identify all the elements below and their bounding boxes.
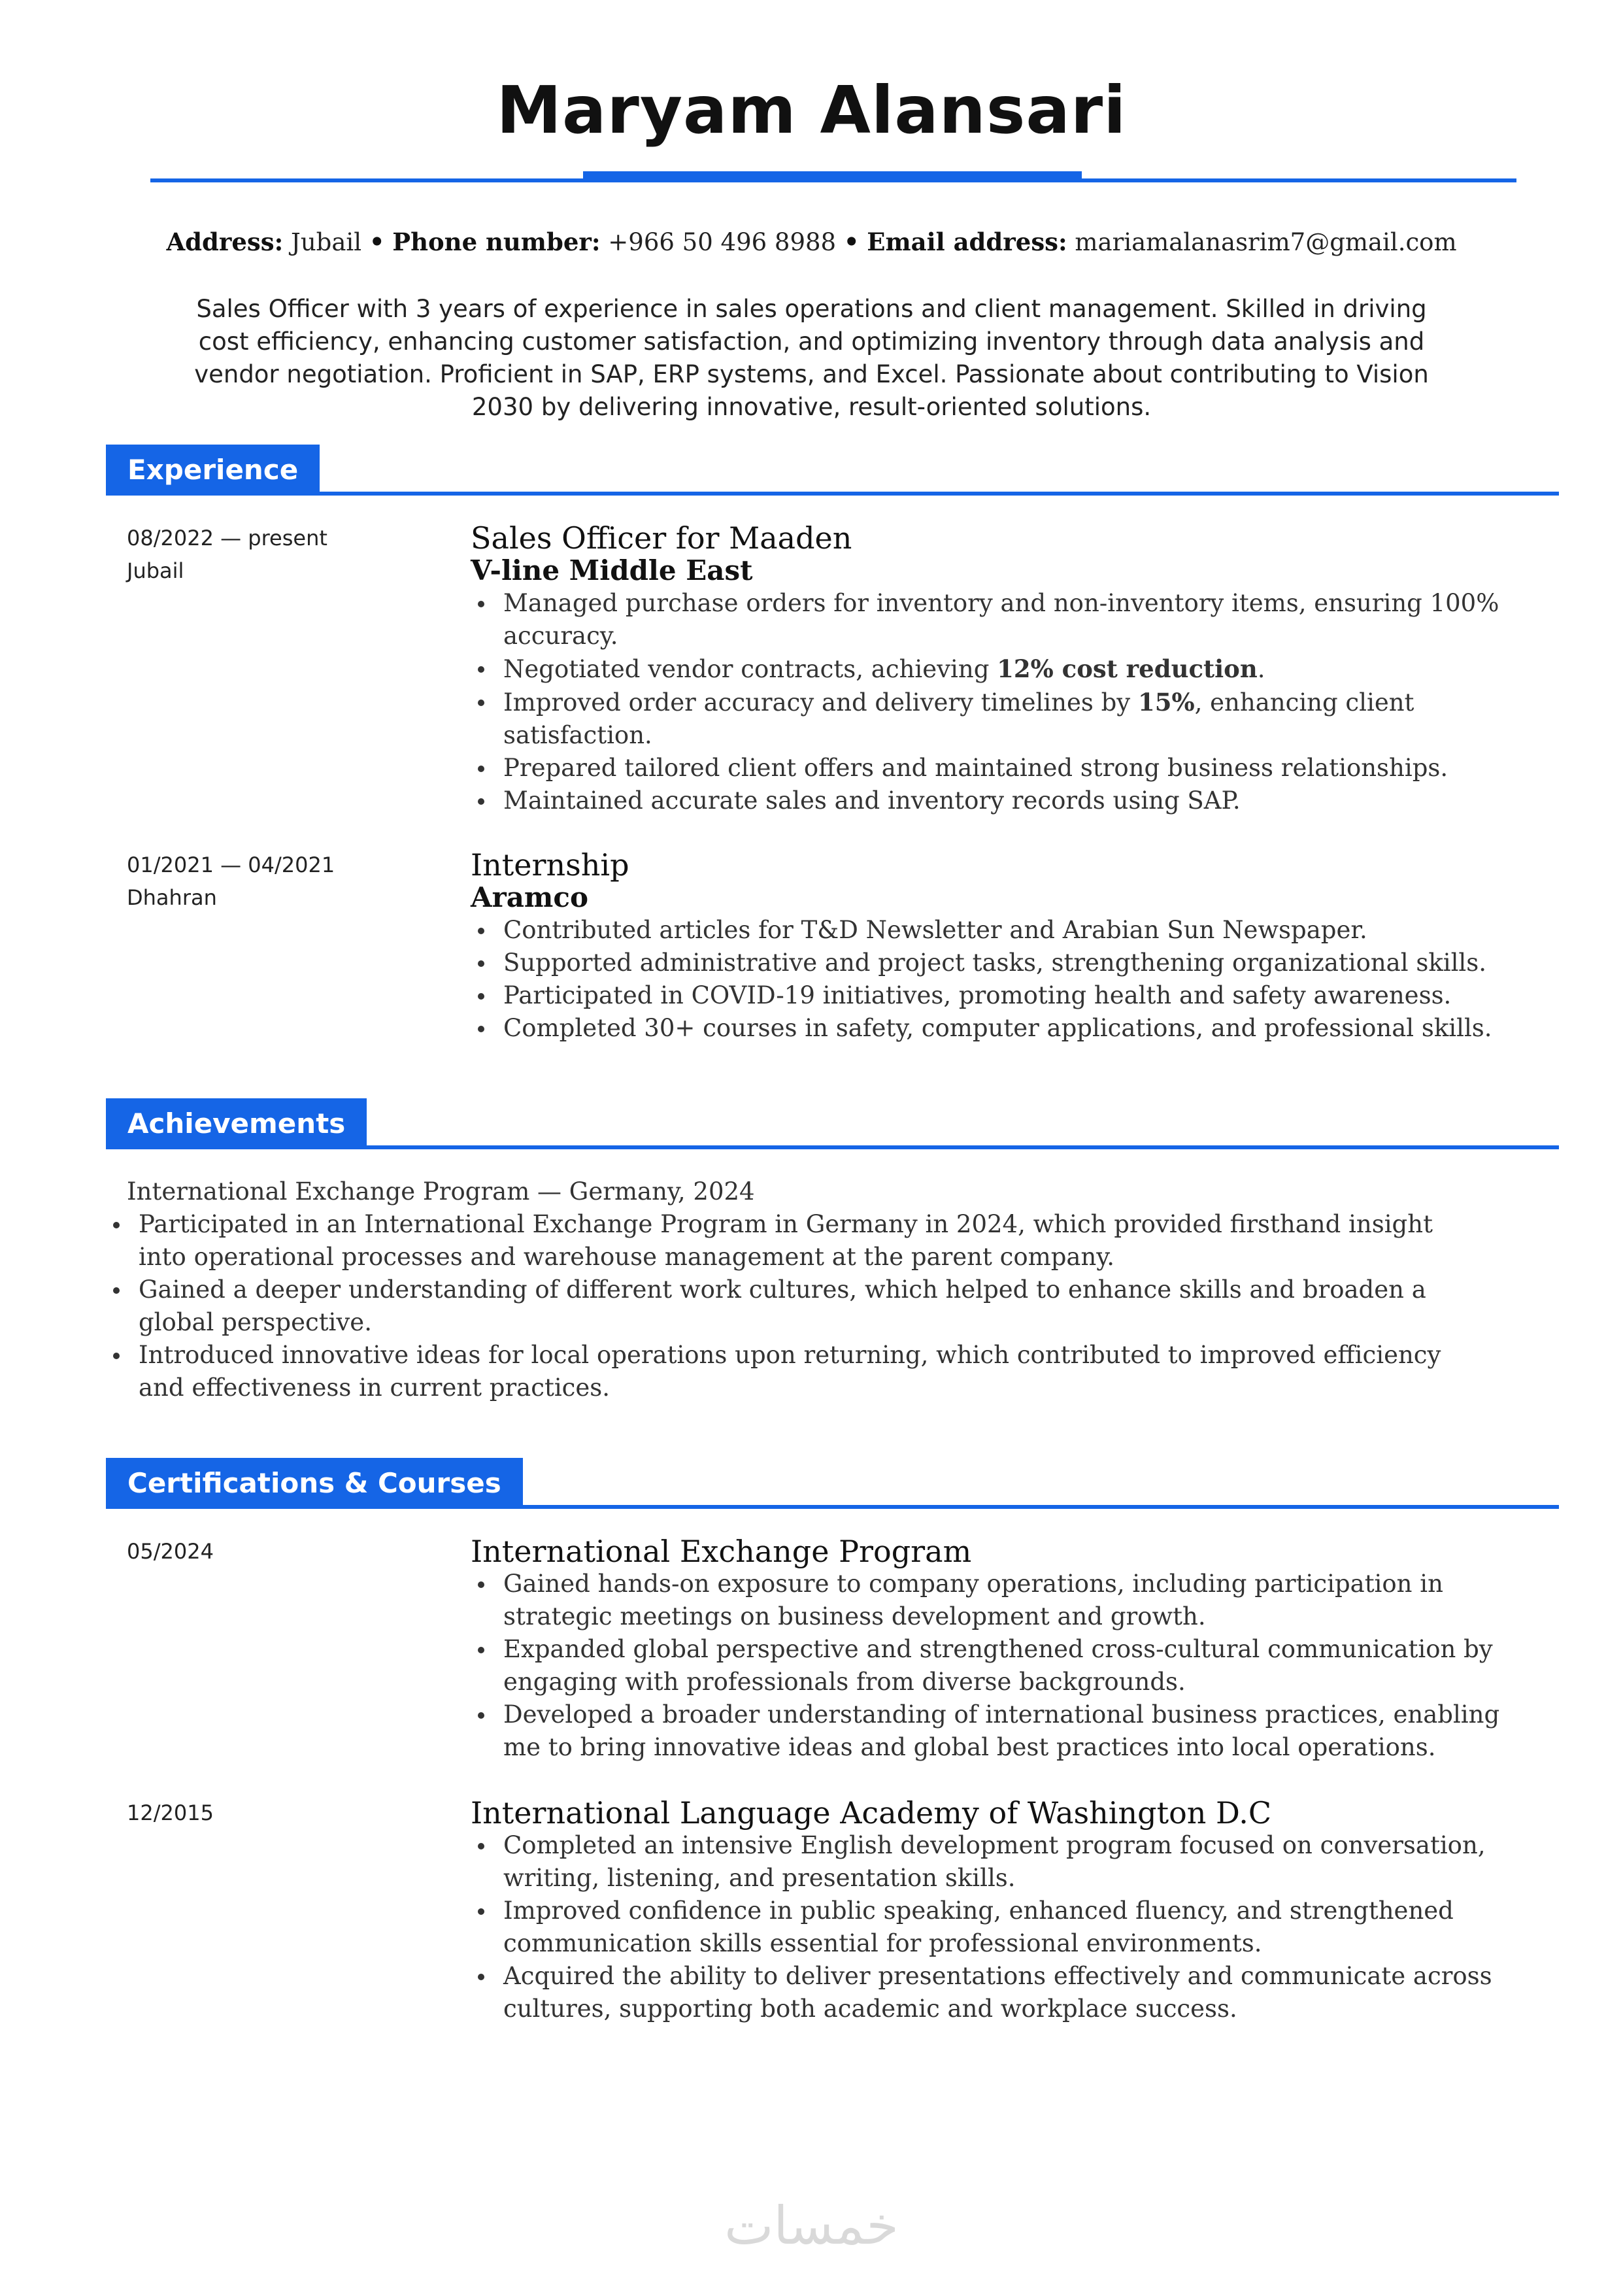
list-item: Completed an intensive English development program focused on conversation, writing, listening, and presentation skills. [471,1829,1516,1895]
job-dates: 01/2021 — 04/2021 [127,853,335,877]
email-value: mariamalanasrim7@gmail.com [1075,228,1457,256]
achievement-title: International Exchange Program — Germany, 2024 [127,1177,755,1206]
section-heading-certifications: Certifications & Courses [106,1458,523,1508]
job-location: Dhahran [127,885,217,910]
address-label: Address: [166,228,284,256]
watermark-logo: خمسات [724,2195,899,2256]
list-item: Managed purchase orders for inventory and non-inventory items, ensuring 100% accuracy. [471,587,1516,652]
list-item: Completed 30+ courses in safety, computer applications, and professional skills. [471,1012,1516,1045]
job-title: Sales Officer for Maaden [471,520,852,556]
list-item: Prepared tailored client offers and maintained strong business relationships. [471,752,1516,785]
cert-date: 12/2015 [127,1800,214,1825]
job-location: Jubail [127,558,184,583]
cert-entry [471,1535,1516,1764]
cert-date: 05/2024 [127,1539,214,1564]
job-bullets [471,587,1516,817]
contact-separator: • [843,228,860,256]
section-rule-experience [106,492,1559,496]
section-rule-certifications [106,1505,1559,1509]
list-item: Gained a deeper understanding of different work cultures, which helped to enhance skills and broaden a global perspective. [106,1274,1486,1339]
list-item: Gained hands-on exposure to company operations, including participation in strategic meetings on business development and growth. [471,1568,1516,1633]
list-item: Participated in COVID-19 initiatives, promoting health and safety awareness. [471,979,1516,1012]
job-meta [127,522,441,587]
contact-separator: • [369,228,385,256]
cert-title: International Language Academy of Washington D.C [471,1795,1272,1831]
list-item: Contributed articles for T&D Newsletter and Arabian Sun Newspaper. [471,914,1516,947]
list-item: Acquired the ability to deliver presentations effectively and communicate across cultures, supporting both academic and workplace success. [471,1960,1516,2025]
list-item: Participated in an International Exchange Program in Germany in 2024, which provided firsthand insight into operational processes and warehouse management at the parent company. [106,1208,1486,1274]
cert-title: International Exchange Program [471,1534,972,1569]
job-entry [471,849,1516,1045]
list-item: Expanded global perspective and strengthened cross-cultural communication by engaging with professionals from diverse backgrounds. [471,1633,1516,1698]
job-dates: 08/2022 — present [127,526,327,550]
job-title: Internship [471,847,629,883]
header-rule-accent [583,171,1082,182]
section-heading-experience: Experience [106,445,320,495]
list-item: Negotiated vendor contracts, achieving 12% cost reduction. [471,652,1516,686]
list-item: Developed a broader understanding of international business practices, enabling me to bring innovative ideas and global best practices into local operations. [471,1698,1516,1764]
address-value: Jubail [291,228,362,256]
achievement-bullets [106,1208,1486,1404]
section-rule-achievements [106,1145,1559,1149]
list-item: Improved order accuracy and delivery timelines by 15%, enhancing client satisfaction. [471,686,1516,752]
list-item: Supported administrative and project tasks, strengthening organizational skills. [471,947,1516,979]
cert-bullets [471,1829,1516,2025]
job-company: V-line Middle East [471,554,753,586]
cert-bullets [471,1568,1516,1764]
professional-summary: Sales Officer with 3 years of experience in sales operations and client management. Skilled in driving cost efficiency, enhancing customer satisfaction, and optimizing inventory through data analysis and vendor negotiation. Proficient in SAP, ERP systems, and Excel. Passionate about contributing to Vision 2030 by delivering innovative, result-oriented solutions. [194,295,1429,421]
achievement-entry [127,1175,1486,1404]
list-item: Maintained accurate sales and inventory records using SAP. [471,785,1516,817]
job-entry [471,522,1516,817]
phone-value: +966 50 496 8988 [608,228,837,256]
job-bullets [471,914,1516,1045]
list-item: Introduced innovative ideas for local operations upon returning, which contributed to improved efficiency and effectiveness in current practices. [106,1339,1486,1404]
phone-label: Phone number: [392,228,601,256]
email-label: Email address: [867,228,1067,256]
contact-line [0,228,1623,256]
cert-entry [471,1797,1516,2025]
list-item: Improved confidence in public speaking, enhanced fluency, and strengthened communication skills essential for professional environments. [471,1895,1516,1960]
candidate-name: Maryam Alansari [496,72,1127,148]
section-heading-achievements: Achievements [106,1098,367,1149]
job-meta [127,849,441,914]
job-company: Aramco [471,881,588,913]
